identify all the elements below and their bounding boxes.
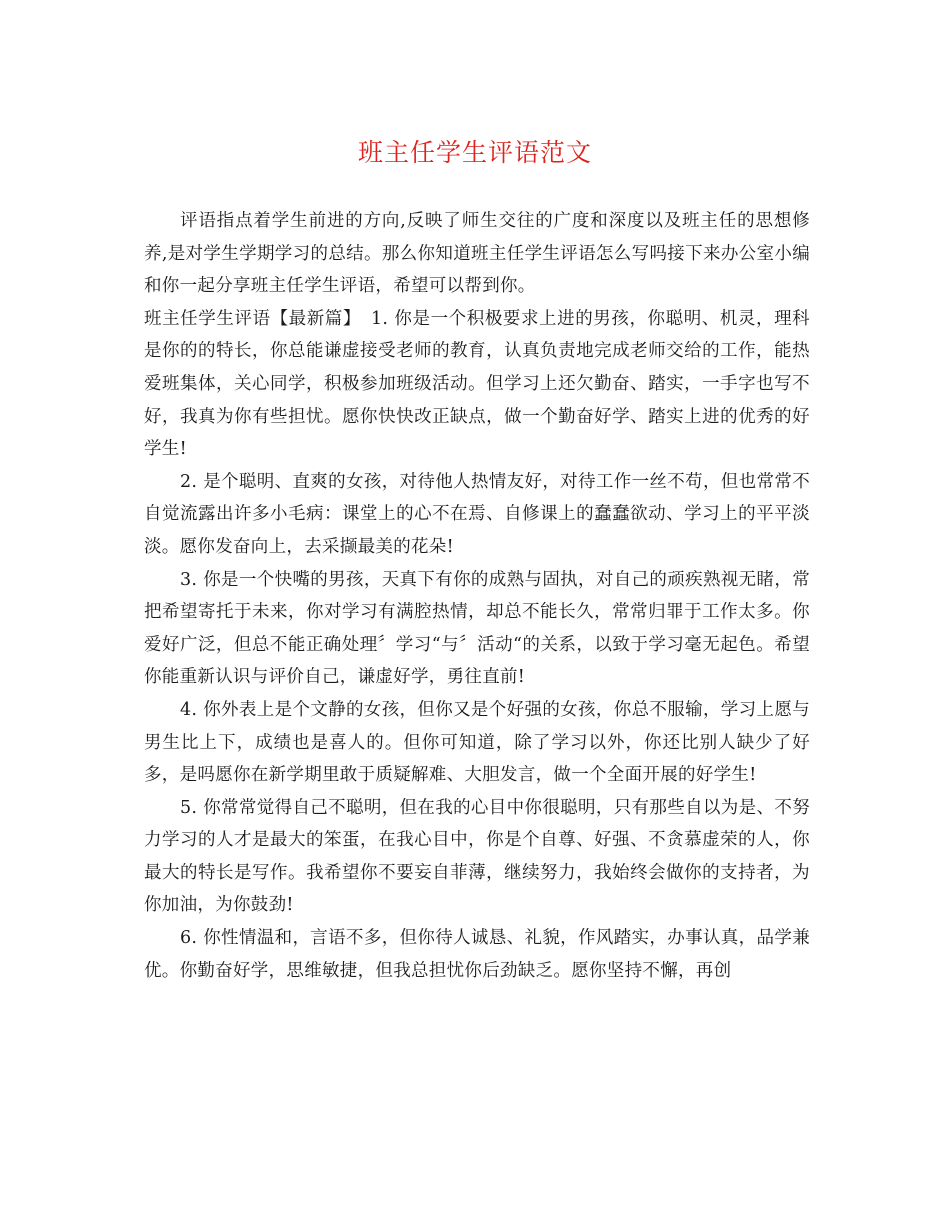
document-title: 班主任学生评语范文 — [357, 138, 592, 167]
comment-item-3: 3. 你是一个快嘴的男孩，天真下有你的成熟与固执，对自己的顽疾熟视无睹，常把希望寄托于未来，你对学习有满腔热情，却总不能长久，常常归罪于工作太多。你爱好广泛，但总不能正确处理〞学习“与〞活动“的关系，以致于学习毫无起色。希望你能重新认识与评价自己，谦虚好学，勇往直前! — [144, 569, 810, 688]
document-body — [144, 205, 810, 987]
section-heading: 班主任学生评语【最新篇】 — [144, 308, 361, 329]
comment-item-2: 2. 是个聪明、直爽的女孩，对待他人热情友好，对待工作一丝不苟，但也常常不自觉流露出许多小毛病：课堂上的心不在焉、自修课上的蠢蠢欲动、学习上的平平淡淡。愿你发奋向上，去采撷最美的花朵! — [144, 471, 810, 557]
comment-item-4: 4. 你外表上是个文静的女孩，但你又是个好强的女孩，你总不服输，学习上愿与男生比上下，成绩也是喜人的。但你可知道，除了学习以外，你还比别人缺少了好多，是吗愿你在新学期里敢于质疑解难、大胆发言，做一个全面开展的好学生! — [144, 699, 810, 786]
comment-item-6: 6. 你性情温和，言语不多，但你待人诚恳、礼貌，作风踏实，办事认真，品学兼优。你勤奋好学，思维敏捷，但我总担忧你后劲缺乏。愿你坚持不懈，再创 — [144, 928, 810, 981]
intro-paragraph: 评语指点着学生前进的方向,反映了师生交往的广度和深度以及班主任的思想修养,是对学生学期学习的总结。那么你知道班主任学生评语怎么写吗接下来办公室小编和你一起分享班主任学生评语，希望可以帮到你。 — [144, 211, 810, 297]
comment-item-1: 1. 你是一个积极要求上进的男孩，你聪明、机灵，理科是你的的特长，你总能谦虚接受老师的教育，认真负责地完成老师交给的工作，能热爱班集体，关心同学，积极参加班级活动。但学习上还欠勤奋、踏实，一手字也写不好，我真为你有些担忧。愿你快快改正缺点，做一个勤奋好学、踏实上进的优秀的好学生! — [144, 308, 810, 460]
section-paragraph-1 — [144, 303, 810, 466]
comment-item-5: 5. 你常常觉得自己不聪明，但在我的心目中你很聪明，只有那些自以为是、不努力学习的人才是最大的笨蛋，在我心目中，你是个自尊、好强、不贪慕虚荣的人，你最大的特长是写作。我希望你不要妄自菲薄，继续努力，我始终会做你的支持者，为你加油，为你鼓劲! — [144, 797, 810, 916]
